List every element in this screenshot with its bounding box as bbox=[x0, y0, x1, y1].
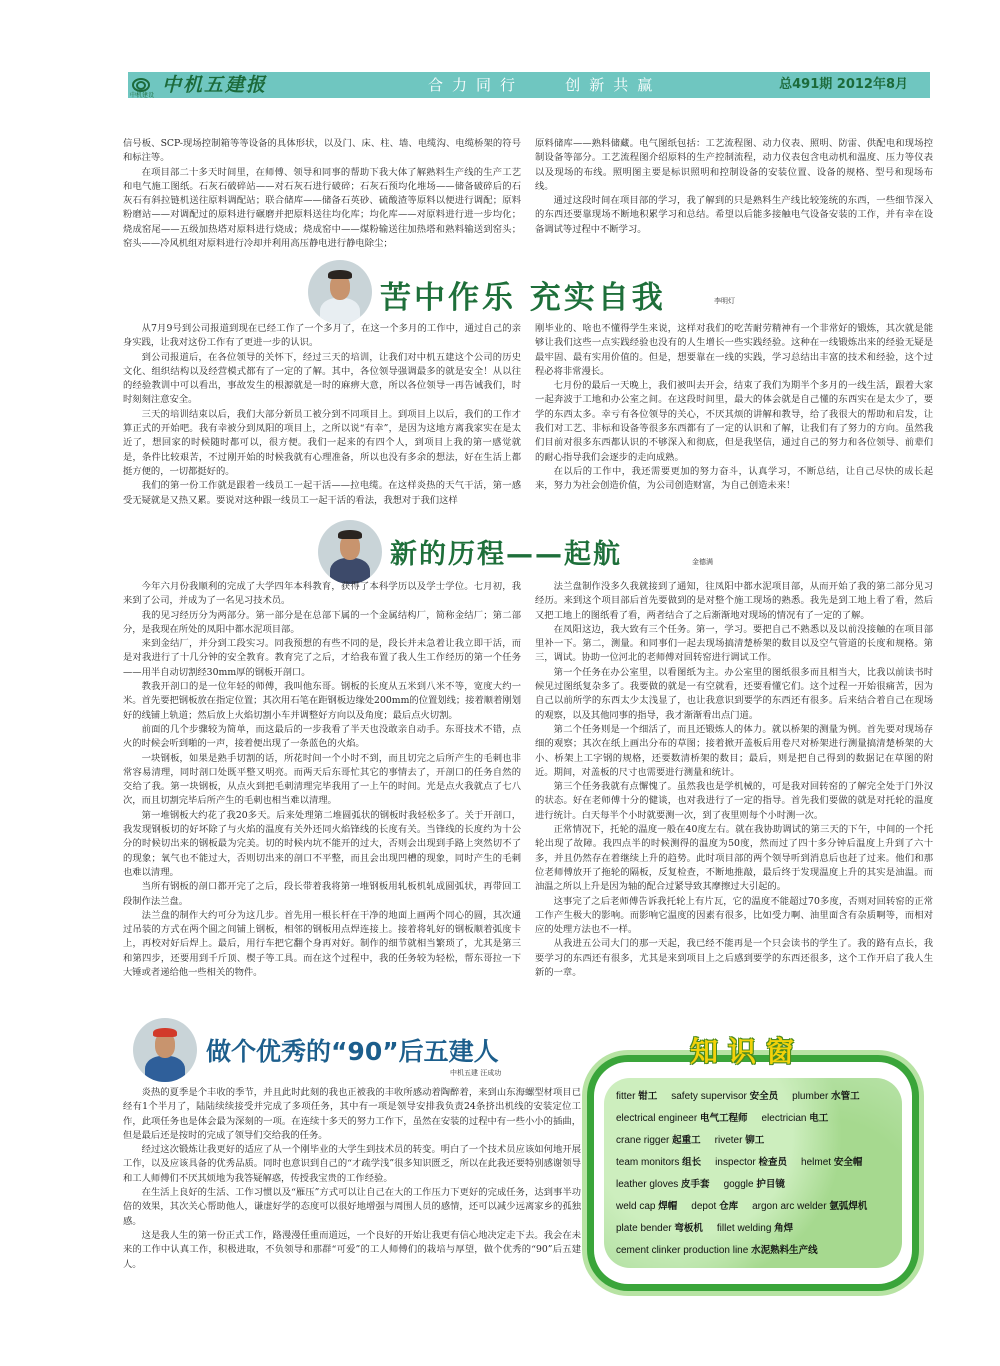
vocabulary-term bbox=[792, 1091, 859, 1102]
paragraph: 我们的第一份工作就是跟着一线员工一起干活——拉电缆。在这样炎热的天气干活，第一感受无疑就是又热又累。要说对这种跟一线员工一起干活的看法，我想对于我们这样 bbox=[123, 480, 521, 506]
paragraph: 第二个任务则是一个细活了，而且还锻炼人的体力。就以桥架的测量为例。首先要对现场存细的观察；其次在纸上画出分布的草图；接着掀开盖板后用卷尺对桥架进行测量搞清楚桥架的大小、桥架上工字钢的规格，还要数清桥架的数目；最后，则是把自己得到的数据记在草图的附近。期间，对盖板的尺寸也需要进行测量和统计。 bbox=[535, 723, 933, 778]
term-chinese: 电工 bbox=[809, 1113, 829, 1124]
paragraph: 通过这段时间在项目部的学习，我了解到的只是熟料生产线比较笼统的东西，一些细节深入的东西还要靠现场不断地积累学习和总结。希望以后能多接触电气设备安装的工作，并有幸在设备调试等过程中不断学习。 bbox=[535, 195, 933, 235]
paragraph: 前面的几个步骤较为简单，而这最后的一步我看了半天也没敢亲自动手。东哥技术不错，点火的时候会听到啪的一声，接着便出现了一条蓝色的火焰。 bbox=[123, 723, 521, 750]
term-chinese: 安全帽 bbox=[833, 1157, 863, 1168]
vocabulary-term bbox=[616, 1135, 701, 1146]
paragraph: 第一堆钢板大约花了我20多天。后来处理第二堆圆弧状的钢板时我轻松多了。关于开剖口，我发现钢板切的好坏除了与火焰的温度有关外还同火焰锋线的长度有关。当锋线的长度约为十公分的时候切出来的钢板最为完美。切的时候内坑不能开的过大，否则会出现到手路上突然切不了的现象；氧气也不能过大，否则切出来的剖口不平整，而且会出现凹槽的现象，同时产生的毛刺也难以清理。 bbox=[123, 809, 521, 878]
vocabulary-row bbox=[616, 1174, 906, 1196]
article2-left-column bbox=[123, 580, 521, 980]
vocabulary-term bbox=[761, 1113, 828, 1124]
term-english: cement clinker production line bbox=[616, 1245, 749, 1256]
masthead-band bbox=[128, 72, 930, 98]
paragraph: 教我开剖口的是一位年轻的师傅，我叫他东哥。钢板的长度从五米到八米不等，宽度大约一米。首先要把钢板放在指定位置；其次用石笔在距钢板边缘处200mm的位置划线；接着顺着刚划好的线铺上轨道；然后放上火焰切割小车并调整好方向以及角度；最后点火切割。 bbox=[123, 681, 521, 721]
logo-icon bbox=[130, 76, 155, 99]
vocabulary-term bbox=[616, 1245, 818, 1256]
paragraph: 原料储库——熟料储藏。电气图纸包括：工艺流程图、动力仪表、照明、防雷、供配电和现场控制设备等部分。工艺流程图介绍原料的生产控制流程，动力仪表包含电动机和温度、压力等仪表以及现场的布线。照明图主要是标识照明和控制设备的安装位置、设备的规格、型号和现场布线。 bbox=[535, 138, 933, 192]
paragraph: 到公司报道后，在各位领导的关怀下，经过三天的培训，让我们对中机五建这个公司的历史文化、组织结构以及经营模式都有了一定的了解。其中，各位领导强调最多的就是安全！从以往的经验教训中可以看出，事故发生的根源就是一时的麻痹大意，所以各位领导一再告诫我们，时时刻刻注意安全。 bbox=[123, 351, 521, 406]
paragraph: 来到金结厂，并分到工段实习。同我预想的有些不同的是，段长并未急着让我立即干活，而是对我进行了十几分钟的安全教育。教育完了之后，才给我布置了我人生工作经历的第一个任务——用半自动切割经30mm厚的钢板开剖口。 bbox=[123, 638, 521, 678]
term-english: goggle bbox=[723, 1179, 754, 1190]
paragraph: 这是我人生的第一份正式工作，路漫漫任重而道远，一个良好的开始让我更有信心地决定走下去。我会在未来的工作中认真工作，积极进取，不负领导和那群“可爱”的工人师傅们的栽培与厚望，做个优秀的“90”后五建人。 bbox=[123, 1229, 581, 1270]
vocabulary-term bbox=[671, 1091, 778, 1102]
article1-right-column bbox=[535, 322, 933, 494]
term-chinese: 检查员 bbox=[758, 1157, 788, 1168]
vocabulary-term bbox=[616, 1157, 701, 1168]
term-chinese: 安全员 bbox=[749, 1091, 779, 1102]
vocabulary-term bbox=[616, 1113, 747, 1124]
paragraph: 正常情况下，托轮的温度一般在40度左右。就在我协助调试的第三天的下午，中间的一个托轮出现了故障。我四点半的时候测得的温度为50度，然而过了四十多分钟后温度上升到了六十多，并且仍然存在着继续上升的趋势。此时项目部的两个领导听到消息后也赶了过来。他们和那位老师傅放开了拖轮的隔板，反复检查，不断地推敲，最后终于发现温度上升的其实是油温。而油温之所以上升是因为轴的配合过紧导致其摩擦过大引起的。 bbox=[535, 824, 933, 893]
vocabulary-row bbox=[616, 1086, 906, 1108]
article-title: 做个优秀的“90”后五建人 bbox=[206, 1037, 499, 1066]
term-english: crane rigger bbox=[616, 1135, 670, 1146]
term-chinese: 铆工 bbox=[745, 1135, 765, 1146]
vocabulary-list bbox=[616, 1086, 906, 1262]
paragraph: 刚毕业的、啥也不懂得学生来说，这样对我们的吃苦耐劳精神有一个非常好的锻炼，其次就是能够让我们这些一点实践经验也没有的人生增长一些实践经验。这种在一线锻炼出来的经验无疑是最牢固、最有实用价值的。但是，想要靠在一线的实践，学习总结出丰富的技术和经验，这个过程必将非常漫长。 bbox=[535, 323, 933, 377]
term-chinese: 钳工 bbox=[638, 1091, 658, 1102]
term-english: depot bbox=[691, 1201, 717, 1212]
paragraph: 在项目部二十多天时间里，在师傅、领导和同事的帮助下我大体了解熟料生产线的生产工艺和电气施工图纸。石灰石破碎站——对石灰石进行破碎；石灰石预均化堆场——储备破碎后的石灰石有斜拉链机送往原料调配站；联合储库——储备石英砂、硫酸渣等原料以便进行调配；原料粉磨站——对调配过的原料进行碾磨并把原料送往均化库；均化库——对原料进行进一步均化；烧成窑尾——五级加热塔对原料进行烧成；烧成窑中——煤粉输送往加热塔和熟料输送到窑头；窑头——冷风机组对原料进行冷却并利用高压静电进行静电除尘； bbox=[123, 166, 521, 250]
paragraph: 信号板、SCP-现场控制箱等等设备的具体形状，以及门、床、柱、墙、电缆沟、电缆桥架的符号和标注等。 bbox=[123, 138, 521, 164]
vocabulary-row bbox=[616, 1218, 906, 1240]
article-author: 金德满 bbox=[692, 558, 713, 566]
term-chinese: 组长 bbox=[682, 1157, 702, 1168]
paragraph: 这事完了之后老师傅告诉我托轮上有片瓦，它的温度不能超过70多度，否则对回转窑的正常工作产生极大的影响。而影响它温度的因素有很多，比如受力啊、油里面含有杂质啊等，而相对应的处理方法也不一样。 bbox=[535, 895, 933, 936]
paragraph: 在凤阳这边，我大致有三个任务。第一，学习。要把自己不熟悉以及以前没接触的在项目部里补一下。第二，测量。和同事们一起去现场搞清楚桥架的数目以及空气管道的长度和规格。第三，调试。协助一位河北的老师傅对回转窑进行调试工作。 bbox=[535, 623, 933, 664]
term-chinese: 氩弧焊机 bbox=[829, 1201, 868, 1212]
term-chinese: 水管工 bbox=[831, 1091, 860, 1102]
paragraph: 在以后的工作中，我还需要更加的努力奋斗，认真学习，不断总结，让自己尽快的成长起来，努力为社会创造价值，为公司创造财富，为自己创造未来！ bbox=[535, 465, 933, 492]
term-english: argon arc welder bbox=[752, 1201, 827, 1212]
paragraph: 三天的培训结束以后，我们大部分新员工被分到不同项目上。到项目上以后，我们的工作才算正式的开始吧。我有幸被分到凤阳的项目上，之所以说“有幸”，是因为这地方离我家实在是太近了，想回家的时候随时都可以，很方便。我们一起来的有四个人，到项目上我的第一感觉就是，条件比较艰苦，不过刚开始的时候我就有心理准备，所以也没有多余的想法，好在生活上都挺方便的，一切都挺好的。 bbox=[123, 408, 521, 477]
paragraph: 一块钢板，如果是熟手切割的话，所花时间一个小时不到，而且切完之后所产生的毛刺也非常容易清理，同时剖口处既平整又明亮。而两天后东哥忙其它的事情去了，开剖口的任务自然的交给了我。第一块钢板，从点火到把毛刺清理完毕我用了一上午的时间。光是点火我就点了七八次，而且切割完毕后所产生的毛刺也相当难以清理。 bbox=[123, 752, 521, 807]
term-english: helmet bbox=[801, 1157, 832, 1168]
vocabulary-term bbox=[715, 1157, 787, 1168]
term-english: fitter bbox=[616, 1091, 636, 1102]
portrait-photo bbox=[133, 1018, 197, 1082]
term-english: electrician bbox=[761, 1113, 807, 1124]
term-chinese: 护目镜 bbox=[756, 1179, 785, 1190]
portrait-photo bbox=[308, 260, 372, 324]
article3-column bbox=[123, 1086, 581, 1272]
vocabulary-term bbox=[691, 1201, 738, 1212]
paragraph: 法兰盘制作没多久我就接到了通知，往凤阳中都水泥项目部，从而开始了我的第二部分见习经历。来到这个项目部后首先要做到的是对整个施工现场的熟悉。我先是到工地上看了看，然后又把工地上的图纸看了看，两者结合了之后渐渐地对现场的情况有了一定的了解。 bbox=[535, 581, 933, 621]
paragraph: 在生活上良好的生活、工作习惯以及“雁压”方式可以让自己在大的工作压力下更好的完成任务，达到事半功倍的效果，其次关心帮助他人，谦虚好学的态度可以很好地增强与周围人员的感情，还可以减少远离家乡的孤独感。 bbox=[123, 1187, 581, 1227]
term-chinese: 焊帽 bbox=[658, 1201, 678, 1212]
term-chinese: 角焊 bbox=[774, 1223, 794, 1234]
vocabulary-row bbox=[616, 1130, 906, 1152]
vocabulary-row bbox=[616, 1196, 906, 1218]
term-english: riveter bbox=[714, 1135, 743, 1146]
term-english: inspector bbox=[715, 1157, 756, 1168]
newspaper-name: 中机五建报 bbox=[162, 74, 268, 96]
term-english: team monitors bbox=[616, 1157, 680, 1168]
term-english: safety supervisor bbox=[671, 1091, 747, 1102]
vocabulary-row bbox=[616, 1152, 906, 1174]
paragraph: 今年六月份我顺利的完成了大学四年本科教育，获得了本科学历以及学士学位。七月初，我来到了公司，并成为了一名见习技术员。 bbox=[123, 581, 521, 607]
portrait-photo bbox=[318, 520, 382, 584]
paragraph: 炎热的夏季是个丰收的季节，并且此时此刻的我也正被我的丰收所感动着陶醉着，来到山东海螺型材项目已经有1个半月了，陆陆续续接受并完成了多项任务，其中有一项是领导安排我负责24条挤出机线的安装定位工作，此项任务也是体会最为深刻的一项。在连续十多天的努力工作下，虽然在安装的过程中有一些小小的插曲，但是最后还是按时的完成了领导们交给我的任务。 bbox=[123, 1087, 581, 1141]
vocabulary-term bbox=[616, 1201, 677, 1212]
term-chinese: 水泥熟料生产线 bbox=[751, 1245, 818, 1256]
vocabulary-term bbox=[616, 1223, 703, 1234]
paragraph: 从我进五公司大门的那一天起，我已经不能再是一个只会读书的学生了。我的路有点长，我要学习的东西还有很多，尤其是来到项目上之后感到要学的东西还很多，这个工作开启了我人生新的一章。 bbox=[535, 938, 933, 979]
slogan: 合力同行 创新共赢 bbox=[428, 76, 662, 94]
paragraph: 法兰盘的制作大约可分为这几步。首先用一根长杆在干净的地面上画两个同心的圆，其次通过吊装的方式在两个圆之间铺上钢板，相邻的钢板用点焊连接上。接着将轧好的钢板顺着弧度卡上，再校对好后焊上。最后，用行车把它翻个身再对好。制作的细节就相当繁琐了，尤其是第三和第四步，还要用到千斤顶、楔子等工具。而在这个过程中，我的任务较为轻松，帮东哥拉一下大锤或者递给他一些相关的物件。 bbox=[123, 909, 521, 979]
paragraph: 当所有钢板的剖口都开完了之后，段长带着我将第一堆钢板用轧板机轧成圆弧状，再带回工段制作法兰盘。 bbox=[123, 881, 521, 907]
vocabulary-term bbox=[616, 1091, 657, 1102]
article-title: 苦中作乐 充实自我 bbox=[380, 280, 666, 316]
paragraph: 经过这次锻炼让我更好的适应了从一个刚毕业的大学生到技术员的转变。明白了一个技术员应该如何地开展工作，以及应该具备的优秀品质。同时也意识到自己的“才疏学浅”很多知识匮乏，所以在此我还要特别感谢领导和工人师傅们不厌其烦地为我答疑解惑，传授我宝贵的工作经验。 bbox=[123, 1144, 581, 1184]
paragraph: 第三个任务我就有点懈愧了。虽然我也是学机械的，可是我对回转窑的了解完全处于门外汉的状态。好在老师傅十分的健谈，也对我进行了一定的指导。首先我们要做的就是对托轮的温度进行统计。白天每半个小时就要测一次，到了夜里则每个小时测一次。 bbox=[535, 781, 933, 821]
term-chinese: 弯板机 bbox=[674, 1223, 703, 1234]
vocabulary-row bbox=[616, 1108, 906, 1130]
term-chinese: 电气工程师 bbox=[699, 1113, 748, 1124]
vocabulary-term bbox=[715, 1135, 765, 1146]
issue-info: 总491期 2012年8月 bbox=[779, 77, 908, 92]
term-english: plumber bbox=[792, 1091, 829, 1102]
paragraph: 第一个任务在办公室里，以看图纸为主。办公室里的图纸很多而且相当大，比我以前读书时候见过图纸复杂多了。我要做的就是一有空就看，还要看懂它们。这个过程一开始很痛苦，因为自己以前所学的东西太少太浅显了，也让我意识到要学的东西还有很多。后来结合着自己在现场的观察，以及其他同事的指导，我才渐渐看出点门道。 bbox=[535, 666, 933, 721]
vocabulary-term bbox=[752, 1201, 867, 1212]
vocabulary-term bbox=[724, 1179, 785, 1190]
term-english: leather gloves bbox=[616, 1179, 679, 1190]
vocabulary-term bbox=[616, 1179, 710, 1190]
paragraph: 从7月9号到公司报道到现在已经工作了一个多月了，在这一个多月的工作中，通过自己的亲身实践，让我对这份工作有了更进一步的认识。 bbox=[123, 323, 521, 349]
term-english: weld cap bbox=[616, 1201, 656, 1212]
term-chinese: 起重工 bbox=[672, 1135, 701, 1146]
vocabulary-row bbox=[616, 1240, 906, 1262]
article1-left-column bbox=[123, 322, 521, 508]
term-english: plate bender bbox=[616, 1223, 672, 1234]
term-chinese: 皮手套 bbox=[681, 1179, 710, 1190]
article-author: 李明灯 bbox=[714, 297, 735, 305]
masthead-logo bbox=[130, 74, 268, 99]
vocabulary-term bbox=[717, 1223, 793, 1234]
term-english: fillet welding bbox=[716, 1223, 772, 1234]
term-chinese: 仓库 bbox=[719, 1201, 739, 1212]
term-english: electrical engineer bbox=[616, 1113, 698, 1124]
logo-sub: 中机建设 bbox=[130, 92, 155, 99]
top-right-column bbox=[535, 137, 933, 237]
article2-right-column bbox=[535, 580, 933, 980]
article-author: 中机五建 汪成功 bbox=[450, 1069, 502, 1077]
top-left-column bbox=[123, 137, 521, 251]
knowledge-title: 知识窗 bbox=[690, 1035, 805, 1068]
paragraph: 七月份的最后一天晚上，我们被叫去开会，结束了我们为期半个多月的一线生活，跟着大家一起奔波于工地和办公室之间。在这段时间里，最大的体会就是自己懂的东西实在是太少了，要学的东西太多。幸亏有各位领导的关心，不厌其烦的讲解和教导，给了我很大的帮助和启发，让我们对工艺、非标和设备等很多东西都有了一定的认识和了解，让我们有了努力的方向。虽然我们目前对很多东西都认识的不够深入和彻底，但是我坚信，通过自己的努力和各位领导、前辈们的耐心指导我们会逐步的走向成熟。 bbox=[535, 380, 933, 463]
paragraph: 我的见习经历分为两部分。第一部分是在总部下属的一个金属结构厂，简称金结厂；第二部分，是我现在所处的凤阳中都水泥项目部。 bbox=[123, 609, 521, 635]
article-title: 新的历程——起航 bbox=[390, 539, 622, 570]
vocabulary-term bbox=[801, 1157, 862, 1168]
